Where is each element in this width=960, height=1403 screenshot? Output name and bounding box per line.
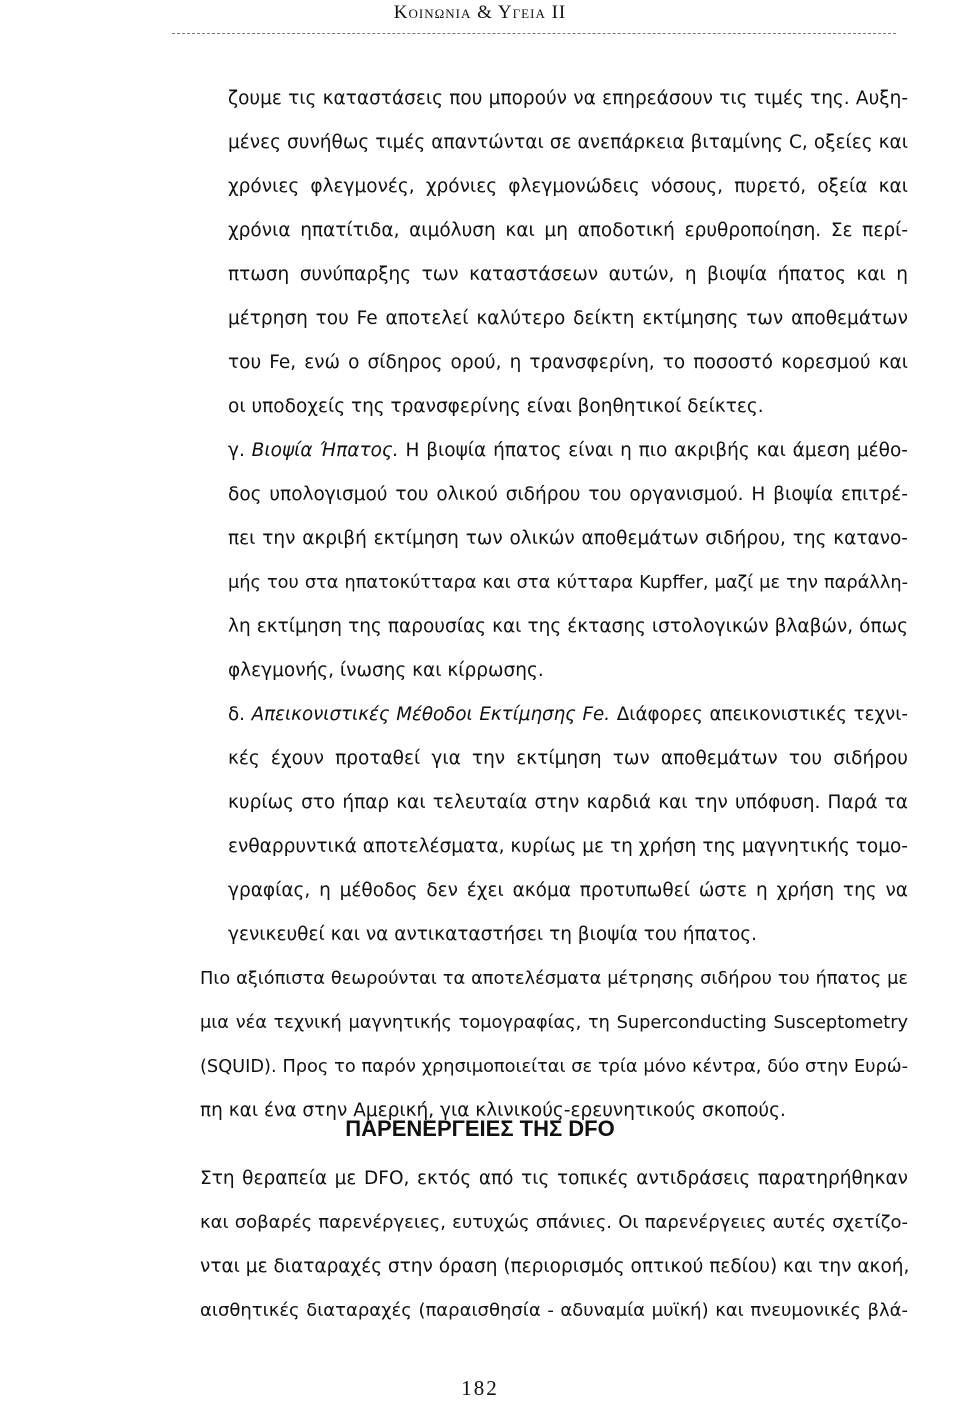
text-line: δος υπολογισμού του ολικού σιδήρου του οργανισμού. Η βιοψία επιτρέ- bbox=[228, 484, 908, 505]
text-line: πη και ένα στην Αμερική, για κλινικούς-ερευνητικούς σκοπούς. bbox=[200, 1100, 786, 1121]
text-line: Στη θεραπεία με DFO, εκτός από τις τοπικές αντιδράσεις παρατηρήθηκαν bbox=[200, 1168, 908, 1189]
text-line: Πιο αξιόπιστα θεωρούνται τα αποτελέσματα μέτρησης σιδήρου του ήπατος με bbox=[200, 969, 908, 989]
text-line: αισθητικές διαταραχές (παραισθησία - αδυναμία μυϊκή) και πνευμονικές βλά- bbox=[200, 1300, 908, 1321]
text-line: γενικευθεί και να αντικαταστήσει τη βιοψία του ήπατος. bbox=[228, 924, 758, 945]
text-line: μια νέα τεχνική μαγνητικής τομογραφίας, τη Superconducting Susceptometry bbox=[200, 1013, 908, 1033]
text-line: του Fe, ενώ ο σίδηρος ορού, η τρανσφερίνη, το ποσοστό κορεσμού και bbox=[228, 352, 908, 373]
item-title: Απεικονιστικές Μέθοδοι Εκτίμησης Fe. bbox=[251, 704, 611, 725]
text-line bbox=[228, 438, 908, 464]
item-text: Η βιοψία ήπατος είναι η πιο ακριβής και άμεση μέθο- bbox=[405, 440, 908, 461]
text-line: μής του στα ηπατοκύτταρα και στα κύτταρα Kupffer, μαζί με την παράλλη- bbox=[228, 573, 908, 593]
text-line: χρόνιες φλεγμονές, χρόνιες φλεγμονώδεις νόσους, πυρετό, οξεία και bbox=[228, 176, 908, 197]
text-line bbox=[228, 702, 908, 728]
text-line: χρόνια ηπατίτιδα, αιμόλυση και μη αποδοτική ερυθροποίηση. Σε περί- bbox=[228, 220, 908, 241]
text-line: γραφίας, η μέθοδος δεν έχει ακόμα προτυπωθεί ώστε η χρήση της να bbox=[228, 880, 908, 901]
text-line: πει την ακριβή εκτίμηση των ολικών αποθεμάτων σιδήρου, της κατανο- bbox=[228, 528, 908, 549]
item-label: δ. bbox=[228, 704, 245, 725]
text-line: οι υποδοχείς της τρανσφερίνης είναι βοηθητικοί δείκτες. bbox=[228, 396, 764, 417]
page-number: 182 bbox=[461, 1376, 499, 1400]
text-line: (SQUID). Προς το παρόν χρησιμοποιείται σε τρία μόνο κέντρα, δύο στην Ευρώ- bbox=[200, 1057, 908, 1077]
text-line: νται με διαταραχές στην όραση (περιορισμός οπτικού πεδίου) και την ακοή, bbox=[200, 1256, 910, 1277]
text-line: ενθαρρυντικά αποτελέσματα, κυρίως με τη χρήση της μαγνητικής τομο- bbox=[228, 836, 908, 857]
section-heading: ΠΑΡΕΝΕΡΓΕΙΕΣ ΤΗΣ DFO bbox=[345, 1116, 615, 1141]
header-rule bbox=[172, 33, 896, 34]
item-title: Βιοψία Ήπατος. bbox=[251, 440, 399, 461]
text-line: μένες συνήθως τιμές απαντώνται σε ανεπάρκεια βιταμίνης C, οξείες και bbox=[228, 132, 908, 153]
text-line: πτωση συνύπαρξης των καταστάσεων αυτών, η βιοψία ήπατος και η bbox=[228, 264, 908, 285]
text-line: κές έχουν προταθεί για την εκτίμηση των αποθεμάτων του σιδήρου bbox=[228, 748, 908, 769]
text-line: λη εκτίμηση της παρουσίας και της έκτασης ιστολογικών βλαβών, όπως bbox=[228, 616, 908, 637]
text-line: και σοβαρές παρενέργειες, ευτυχώς σπάνιες. Οι παρενέργειες αυτές σχετίζο- bbox=[200, 1212, 908, 1233]
text-line: φλεγμονής, ίνωσης και κίρρωσης. bbox=[228, 660, 544, 681]
text-line: ζουμε τις καταστάσεις που μπορούν να επηρεάσουν τις τιμές της. Αυξη- bbox=[228, 88, 908, 109]
text-line: μέτρηση του Fe αποτελεί καλύτερο δείκτη εκτίμησης των αποθεμάτων bbox=[228, 308, 908, 329]
text-line: κυρίως στο ήπαρ και τελευταία στην καρδιά και την υπόφυση. Παρά τα bbox=[228, 792, 908, 813]
item-label: γ. bbox=[228, 440, 245, 461]
item-text: Διάφορες απεικονιστικές τεχνι- bbox=[616, 704, 908, 725]
running-header: Κοινωνια & Υγεια II bbox=[393, 2, 567, 23]
